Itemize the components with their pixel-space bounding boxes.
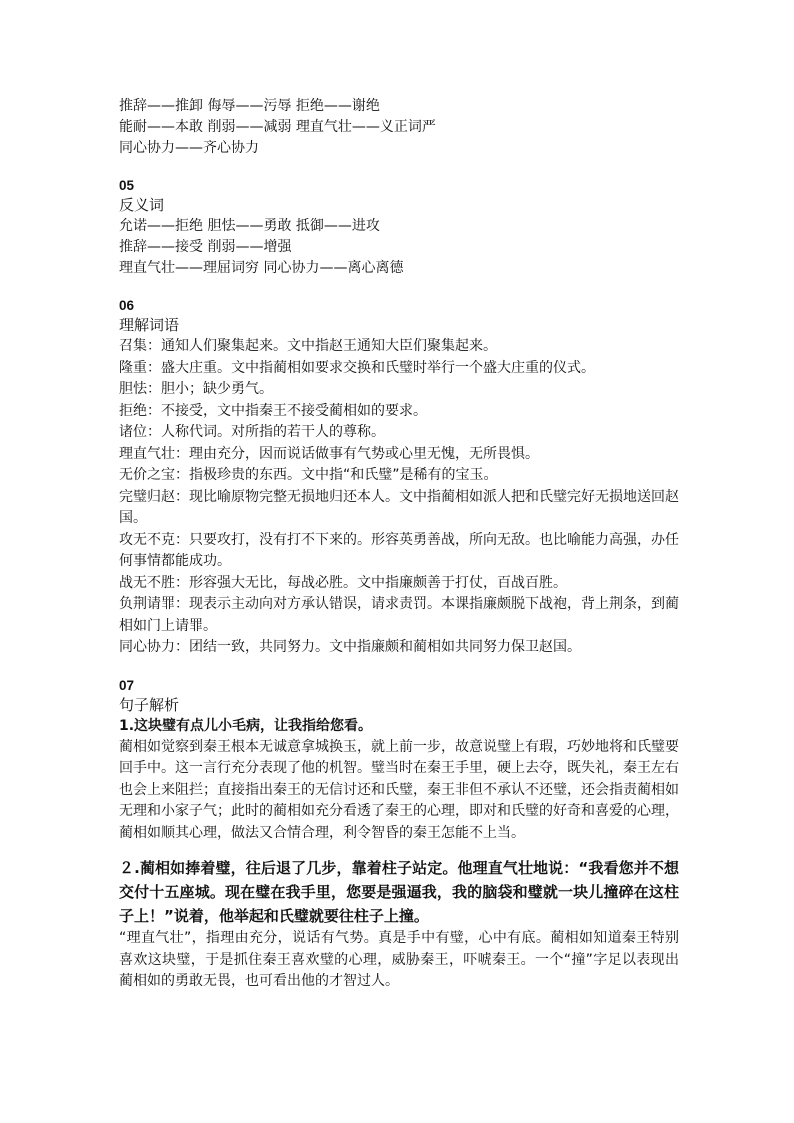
section-number: 05 <box>119 178 135 193</box>
section-title: 句子解析 <box>119 695 180 714</box>
spacer <box>119 279 679 297</box>
term-definition: 胆怯：胆小；缺少勇气。 <box>119 381 273 397</box>
sentence-analysis: “理直气壮”，指理由充分，说话有气势。真是手中有璧，心中有底。蔺相如知道秦王特别喜欢这块璧，于是抓住秦王喜欢璧的心理，威胁秦王，吓唬秦王。一个“撞”字足以表现出蔺相如的勇敢无畏，也可看出他的才智过人。 <box>119 930 679 989</box>
section-antonyms <box>119 177 679 279</box>
synonym-line: 同心协力——齐心协力 <box>119 140 259 156</box>
term-definition: 隆重：盛大庄重。文中指蔺相如要求交换和氏璧时举行一个盛大庄重的仪式。 <box>119 359 595 376</box>
term-definition: 负荆请罪：现表示主动向对方承认错误，请求责罚。本课指廉颇脱下战袍，背上荆条，到蔺相如门上请罪。 <box>119 596 679 634</box>
spacer <box>119 659 679 677</box>
antonym-line: 允诺——拒绝 胆怯——勇敢 抵御——进攻 <box>119 218 380 234</box>
section-number: 07 <box>119 677 135 693</box>
sentence-analysis: 蔺相如觉察到秦王根本无诚意拿城换玉，就上前一步，故意说璧上有瑕，巧妙地将和氏璧要回手中。这一言行充分表现了他的机智。璧当时在秦王手里，硬上去夺，既失礼，秦王左右也会上来阻拦；直接指出秦王的无信讨还和氏璧，秦王非但不承认不还璧，还会指责蔺相如无理和小家子气；此时的蔺相如充分看透了秦王的心理，即对和氏璧的好奇和喜爱的心理，蔺相如顺其心理，做法又合情合理，利令智昏的秦王怎能不上当。 <box>119 738 679 841</box>
section-sentence-analysis <box>119 677 679 993</box>
sentence-heading: 1.这块璧有点儿小毛病，让我指给您看。 <box>119 717 373 734</box>
section-word-meanings <box>119 297 679 659</box>
antonym-line: 理直气壮——理屈词穷 同心协力——离心离德 <box>119 260 404 276</box>
section-number: 06 <box>119 298 135 313</box>
section-title: 理解词语 <box>119 316 180 334</box>
antonym-line: 推辞——接受 削弱——增强 <box>119 239 292 255</box>
synonyms-continued <box>119 96 679 159</box>
section-title: 反义词 <box>119 196 165 214</box>
term-definition: 诸位：人称代词。对所指的若干人的尊称。 <box>119 424 385 440</box>
term-definition: 攻无不克：只要攻打，没有打不下来的。形容英勇善战，所向无敌。也比喻能力高强，办任何事情都能成功。 <box>119 531 679 569</box>
term-definition: 理直气壮：理由充分，因而说话做事有气势或心里无愧，无所畏惧。 <box>119 445 539 462</box>
synonym-line: 能耐——本敢 削弱——减弱 理直气壮——义正词严 <box>119 119 436 135</box>
spacer <box>119 844 679 856</box>
term-definition: 无价之宝：指极珍贵的东西。文中指“和氏璧”是稀有的宝玉。 <box>119 467 498 483</box>
spacer <box>119 159 679 177</box>
term-definition: 拒绝：不接受，文中指秦王不接受蔺相如的要求。 <box>119 402 427 419</box>
term-definition: 完璧归赵：现比喻原物完整无损地归还本人。文中指蔺相如派人把和氏璧完好无损地送回赵国。 <box>119 488 679 526</box>
sentence-heading: ２.蔺相如捧着璧，往后退了几步，靠着柱子站定。他理直气壮地说：“我看您并不想交付十五座城。现在璧在我手里，您要是强逼我，我的脑袋和璧就一块儿撞碎在这柱子上！”说着，他举起和氏璧就要往柱子上撞。 <box>119 859 679 925</box>
term-definition: 战无不胜：形容强大无比，每战必胜。文中指廉颇善于打仗，百战百胜。 <box>119 574 567 591</box>
term-definition: 同心协力：团结一致，共同努力。文中指廉颇和蔺相如共同努力保卫赵国。 <box>119 639 581 655</box>
synonym-line: 推辞——推卸 侮辱——污辱 拒绝——谢绝 <box>119 98 380 114</box>
term-definition: 召集：通知人们聚集起来。文中指赵王通知大臣们聚集起来。 <box>119 338 497 354</box>
document-page <box>119 96 679 993</box>
